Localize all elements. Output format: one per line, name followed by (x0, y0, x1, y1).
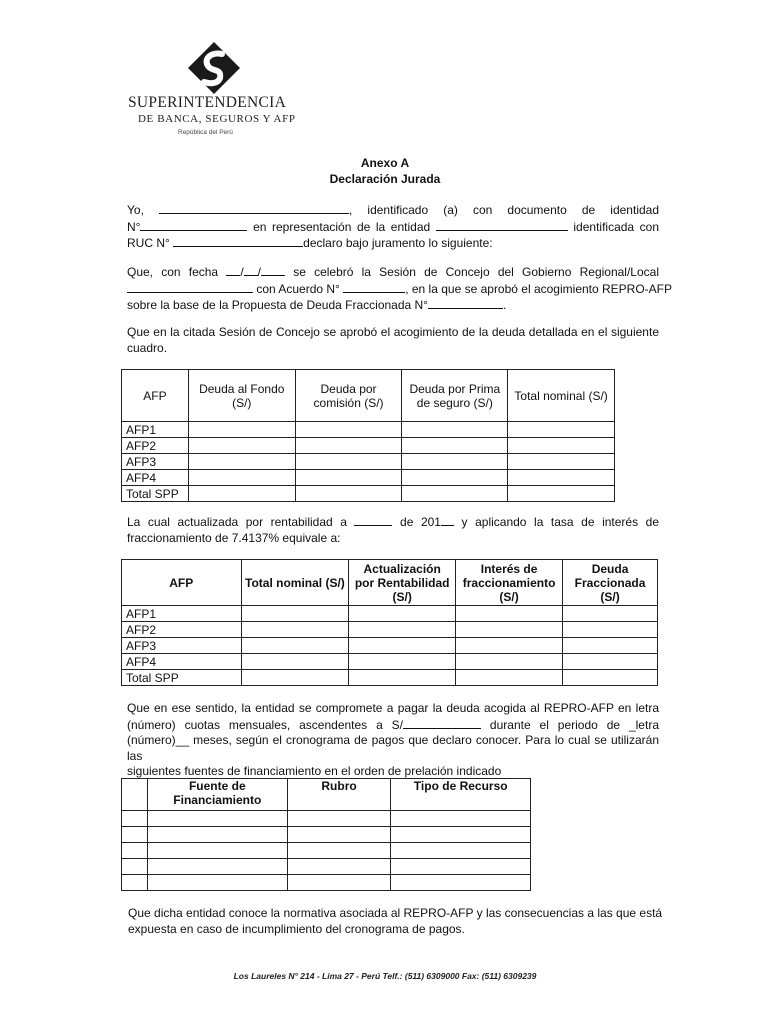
funding-sources-header-cell: Rubro (287, 779, 391, 811)
funding-sources-header-cell: Tipo de Recurso (391, 779, 531, 811)
date-year-blank[interactable] (261, 264, 285, 276)
table-row (122, 454, 615, 470)
table-cell[interactable] (122, 859, 148, 875)
row-label: AFP3 (122, 454, 189, 470)
table-cell[interactable] (295, 470, 402, 486)
paragraph-commitment (127, 701, 659, 780)
table-row (122, 859, 531, 875)
table-cell[interactable] (402, 454, 508, 470)
fractionation-table-header-cell: Deuda Fraccionada (S/) (563, 560, 658, 606)
table-cell[interactable] (456, 622, 563, 638)
table-cell[interactable] (287, 875, 391, 891)
table-cell[interactable] (563, 670, 658, 686)
row-label: AFP3 (122, 638, 242, 654)
table-cell[interactable] (456, 654, 563, 670)
paragraph-commitment-line-3: (número)__ meses, según el cronograma de pagos que declaro conocer. Para lo cual se utilizarán las (127, 733, 659, 763)
table-cell[interactable] (402, 470, 508, 486)
date-day-blank[interactable] (226, 264, 240, 276)
table-cell[interactable] (188, 422, 295, 438)
row-label: Total SPP (122, 486, 189, 502)
paragraph-identity-line-2: N° en representación de la entidad identificada con (127, 219, 660, 234)
table-cell[interactable] (147, 827, 287, 843)
table-cell[interactable] (402, 422, 508, 438)
table-cell[interactable] (241, 622, 349, 638)
table-cell[interactable] (563, 654, 658, 670)
table-cell[interactable] (295, 486, 402, 502)
table-row (122, 827, 531, 843)
table-cell[interactable] (456, 670, 563, 686)
table-cell[interactable] (508, 438, 615, 454)
table-row (122, 606, 658, 622)
table-row (122, 654, 658, 670)
table-cell[interactable] (147, 811, 287, 827)
row-label: AFP1 (122, 422, 189, 438)
paragraph-update-line-1: La cual actualizada por rentabilidad a de 201 y aplicando la tasa de interés de (127, 515, 659, 529)
debt-table-header-cell: Deuda al Fondo (S/) (188, 370, 295, 422)
declaration-title: Declaración Jurada (329, 172, 441, 186)
row-label: AFP1 (122, 606, 242, 622)
logo-title: SUPERINTENDENCIA (128, 94, 287, 111)
table-row (122, 843, 531, 859)
fractionation-table-header-cell: AFP (122, 560, 242, 606)
table-cell[interactable] (508, 486, 615, 502)
table-cell[interactable] (122, 811, 148, 827)
fractionation-table (121, 559, 658, 686)
sbs-logo-icon (186, 40, 242, 96)
year-digit-blank[interactable] (441, 514, 454, 526)
table-cell[interactable] (287, 827, 391, 843)
table-cell[interactable] (122, 843, 148, 859)
debt-table-header-cell: Deuda por Prima de seguro (S/) (402, 370, 508, 422)
paragraph-update (127, 514, 659, 546)
table-cell[interactable] (287, 843, 391, 859)
installment-amount-blank[interactable] (403, 717, 481, 729)
table-cell[interactable] (563, 638, 658, 654)
annex-title: Anexo A (360, 156, 410, 170)
debt-table-header-cell: Deuda por comisión (S/) (295, 370, 402, 422)
table-row (122, 438, 615, 454)
paragraph-identity-line-3: RUC N° declaro bajo juramento lo siguiente: (127, 236, 493, 250)
table-cell[interactable] (508, 422, 615, 438)
logo-subtitle: DE BANCA, SEGUROS Y AFP (138, 113, 296, 125)
update-date-blank[interactable] (354, 514, 392, 526)
row-label: AFP2 (122, 438, 189, 454)
paragraph-commitment-line-4: siguientes fuentes de financiamiento en el orden de prelación indicado (127, 764, 502, 778)
table-row (122, 811, 531, 827)
table-cell[interactable] (122, 827, 148, 843)
table-row (122, 422, 615, 438)
row-label: AFP2 (122, 622, 242, 638)
debt-table-header (122, 370, 615, 422)
fractionation-table-header-cell: Actualización por Rentabilidad (S/) (349, 560, 456, 606)
table-cell[interactable] (349, 606, 456, 622)
table-cell[interactable] (391, 827, 531, 843)
logo-country: República del Perú (178, 129, 233, 136)
table-cell[interactable] (188, 438, 295, 454)
table-cell[interactable] (147, 843, 287, 859)
ruc-blank[interactable] (173, 235, 303, 247)
paragraph-session-line-3: sobre la base de la Propuesta de Deuda Fraccionada N° . (127, 298, 507, 312)
paragraph-commitment-line-1: Que en ese sentido, la entidad se compromete a pagar la deuda acogida al REPRO-AFP en letra (127, 701, 659, 715)
table-cell[interactable] (241, 654, 349, 670)
table-row (122, 470, 615, 486)
paragraph-identity (127, 202, 659, 252)
paragraph-acknowledgement-line-2: expuesta en caso de incumplimiento del cronograma de pagos. (128, 921, 465, 936)
table-cell[interactable] (508, 454, 615, 470)
table-cell[interactable] (391, 843, 531, 859)
paragraph-commitment-line-2: (número) cuotas mensuales, ascendentes a S/ durante el periodo de _letra (127, 717, 659, 732)
row-label: AFP4 (122, 470, 189, 486)
table-row (122, 670, 658, 686)
table-cell[interactable] (402, 486, 508, 502)
table-cell[interactable] (188, 454, 295, 470)
table-cell[interactable] (295, 454, 402, 470)
proposal-number-blank[interactable] (428, 297, 503, 309)
table-cell[interactable] (402, 438, 508, 454)
table-cell[interactable] (295, 422, 402, 438)
sbs-logo (128, 40, 308, 140)
entity-blank[interactable] (436, 219, 568, 231)
paragraph-update-line-2: fraccionamiento de 7.4137% equivale a: (127, 530, 341, 545)
paragraph-identity-line-1: Yo, , identificado (a) con documento de identidad (127, 203, 660, 217)
council-blank[interactable] (127, 281, 253, 293)
table-row (122, 875, 531, 891)
fractionation-table-header-cell: Interés de fraccionamiento (S/) (456, 560, 563, 606)
table-cell[interactable] (241, 638, 349, 654)
funding-sources-header-cell: Fuente de Financiamiento (147, 779, 287, 811)
table-cell[interactable] (508, 470, 615, 486)
table-cell[interactable] (349, 622, 456, 638)
row-label: Total SPP (122, 670, 242, 686)
table-cell[interactable] (563, 622, 658, 638)
table-cell[interactable] (563, 606, 658, 622)
table-cell[interactable] (456, 638, 563, 654)
funding-sources-header (122, 779, 531, 811)
funding-sources-table (121, 778, 531, 891)
table-cell[interactable] (287, 859, 391, 875)
agreement-number-blank[interactable] (343, 281, 405, 293)
table-cell[interactable] (349, 654, 456, 670)
paragraph-detail-intro: Que en la citada Sesión de Concejo se aprobó el acogimiento de la deuda detallada en el siguiente cuadro. (127, 325, 659, 355)
table-cell[interactable] (188, 470, 295, 486)
table-cell[interactable] (349, 670, 456, 686)
debt-table-header-cell: AFP (122, 370, 189, 422)
date-month-blank[interactable] (244, 264, 258, 276)
table-cell[interactable] (147, 859, 287, 875)
footer-address: Los Laureles N° 214 - Lima 27 - Perú Telf.: (511) 6309000 Fax: (511) 6309239 (233, 971, 537, 981)
document-number-blank[interactable] (140, 219, 247, 231)
table-row (122, 622, 658, 638)
name-blank[interactable] (159, 202, 349, 214)
table-cell[interactable] (188, 486, 295, 502)
table-cell[interactable] (147, 875, 287, 891)
table-cell[interactable] (349, 638, 456, 654)
table-row (122, 486, 615, 502)
row-label: AFP4 (122, 654, 242, 670)
table-cell[interactable] (295, 438, 402, 454)
debt-table-header-cell: Total nominal (S/) (508, 370, 615, 422)
table-row (122, 638, 658, 654)
table-cell[interactable] (391, 875, 531, 891)
paragraph-session-line-2: con Acuerdo N° , en la que se aprobó el acogimiento REPRO-AFP (127, 281, 659, 298)
table-cell[interactable] (241, 670, 349, 686)
fractionation-table-header (122, 560, 658, 606)
table-cell[interactable] (122, 875, 148, 891)
table-cell[interactable] (391, 859, 531, 875)
table-cell[interactable] (287, 811, 391, 827)
table-cell[interactable] (391, 811, 531, 827)
debt-table (121, 369, 615, 502)
table-cell[interactable] (456, 606, 563, 622)
paragraph-acknowledgement (128, 906, 663, 937)
fractionation-table-header-cell: Total nominal (S/) (241, 560, 349, 606)
paragraph-acknowledgement-line-1: Que dicha entidad conoce la normativa asociada al REPRO-AFP y las consecuencias a las que está (128, 906, 663, 920)
paragraph-session-line-1: Que, con fecha / / se celebró la Sesión de Concejo del Gobierno Regional/Local (127, 265, 659, 279)
funding-sources-header-cell (122, 779, 148, 811)
table-cell[interactable] (241, 606, 349, 622)
paragraph-session (127, 264, 673, 314)
